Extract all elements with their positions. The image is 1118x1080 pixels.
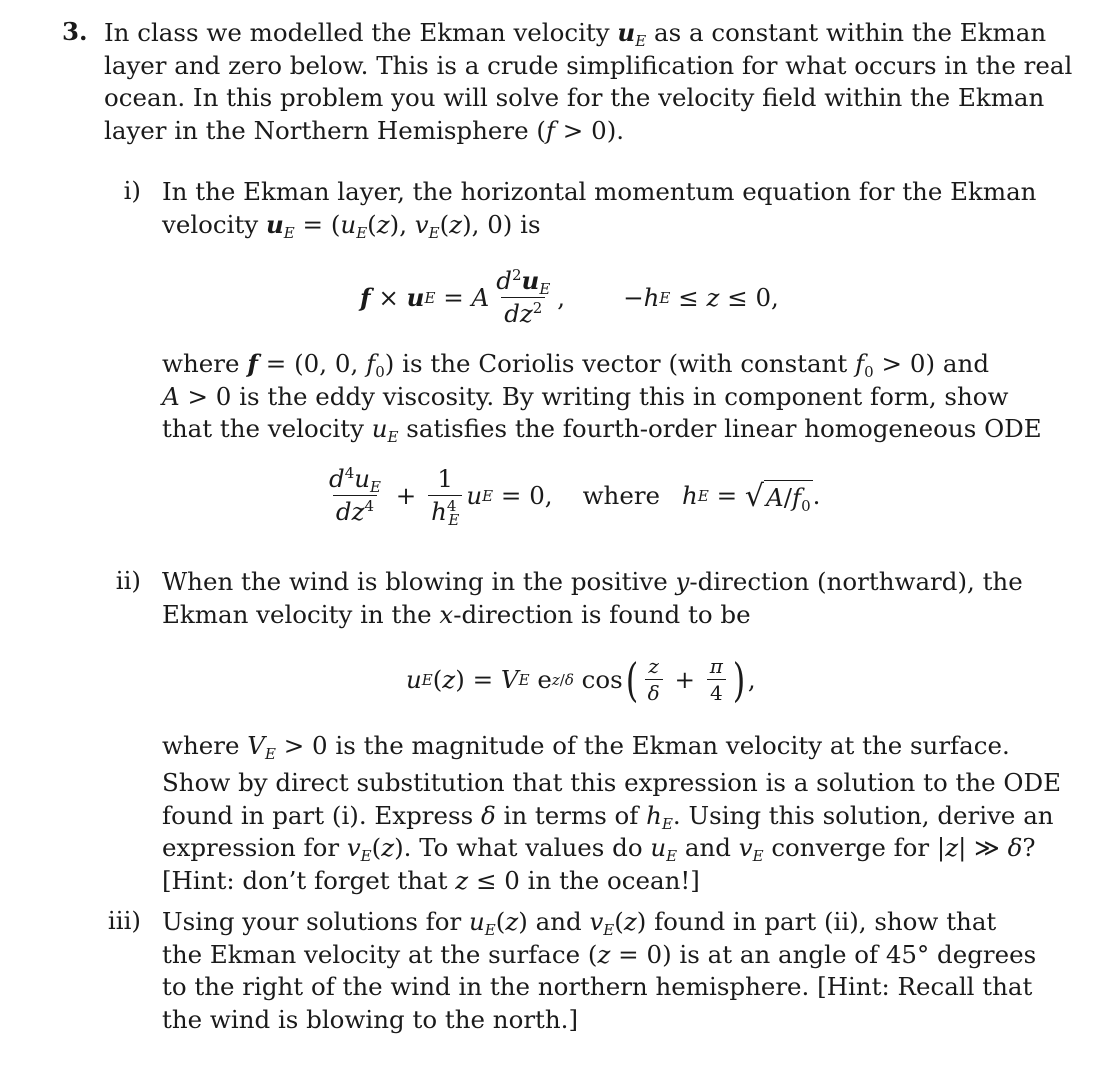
fourth-order-ode: $\frac{d^4u_E}{dz^4}$ + $\frac{1}{h^4_E}$ u E = 0, where h E = √ $A/f_0$ . <box>329 464 821 529</box>
part-i-text: In the Ekman layer, the horizontal momentum equation for the Ekman velocity $u_E = (u_E(z)$, $v_E(z)$, 0) is <box>162 177 1037 242</box>
problem-number: 3. <box>62 17 88 46</box>
part-ii-text: When the wind is blowing in the positive y-direction (northward), the Ekman velocity in the x-direction is found to be <box>162 567 1023 629</box>
part-i-label: i) <box>123 176 141 205</box>
part-ii-after: where $V_E > 0$ is the magnitude of the Ekman velocity at the surface. <box>162 731 1010 763</box>
ekman-solution: u E ( z ) = V E e z/δ cos ( $\frac{z}{\delta}$ + $\frac{\pi}{4}$ ) , <box>406 652 756 707</box>
part-i-after: where f = (0, 0, $f_0$) is the Coriolis vector (with constant $f_0 > 0$) and A > 0 is the eddy viscosity. By writing this in component form, show that the velocity $u_E$ satisfies the fourth-order linear homogeneous ODE <box>162 349 1042 447</box>
part-iii-text: Using your solutions for $u_E(z)$ and $v_E(z)$ found in part (ii), show that the Ekman velocity at the surface (z = 0) is at an angle of 45° degrees to the right of the wind in the northern hemisphere. [Hint: Recall that the wind is blowing to the north.] <box>162 907 1037 1034</box>
part-iii-label: iii) <box>107 906 141 935</box>
momentum-equation: f × u E = A $\frac{d^2u_E}{dz^2}$ , − h E ≤ z ≤ 0, <box>360 266 779 328</box>
part-ii-instructions: Show by direct substitution that this expression is a solution to the ODE found in part (i). Express δ in terms of $h_E$. Using this solution, derive an expression for $v_E(z)$. To what values do $u_E$ and $v_E$ converge for |z| ≫ δ? [Hint: don’t forget that z ≤ 0 in the ocean!] <box>162 768 1062 895</box>
part-ii-label: ii) <box>115 566 141 595</box>
problem-intro: In class we modelled the Ekman velocity $u_E$ as a constant within the Ekman layer and zero below. This is a crude simplification for what occurs in the real ocean. In this problem you will solve for the velocity field within the Ekman layer in the Northern Hemisphere (f > 0). <box>104 18 1073 145</box>
